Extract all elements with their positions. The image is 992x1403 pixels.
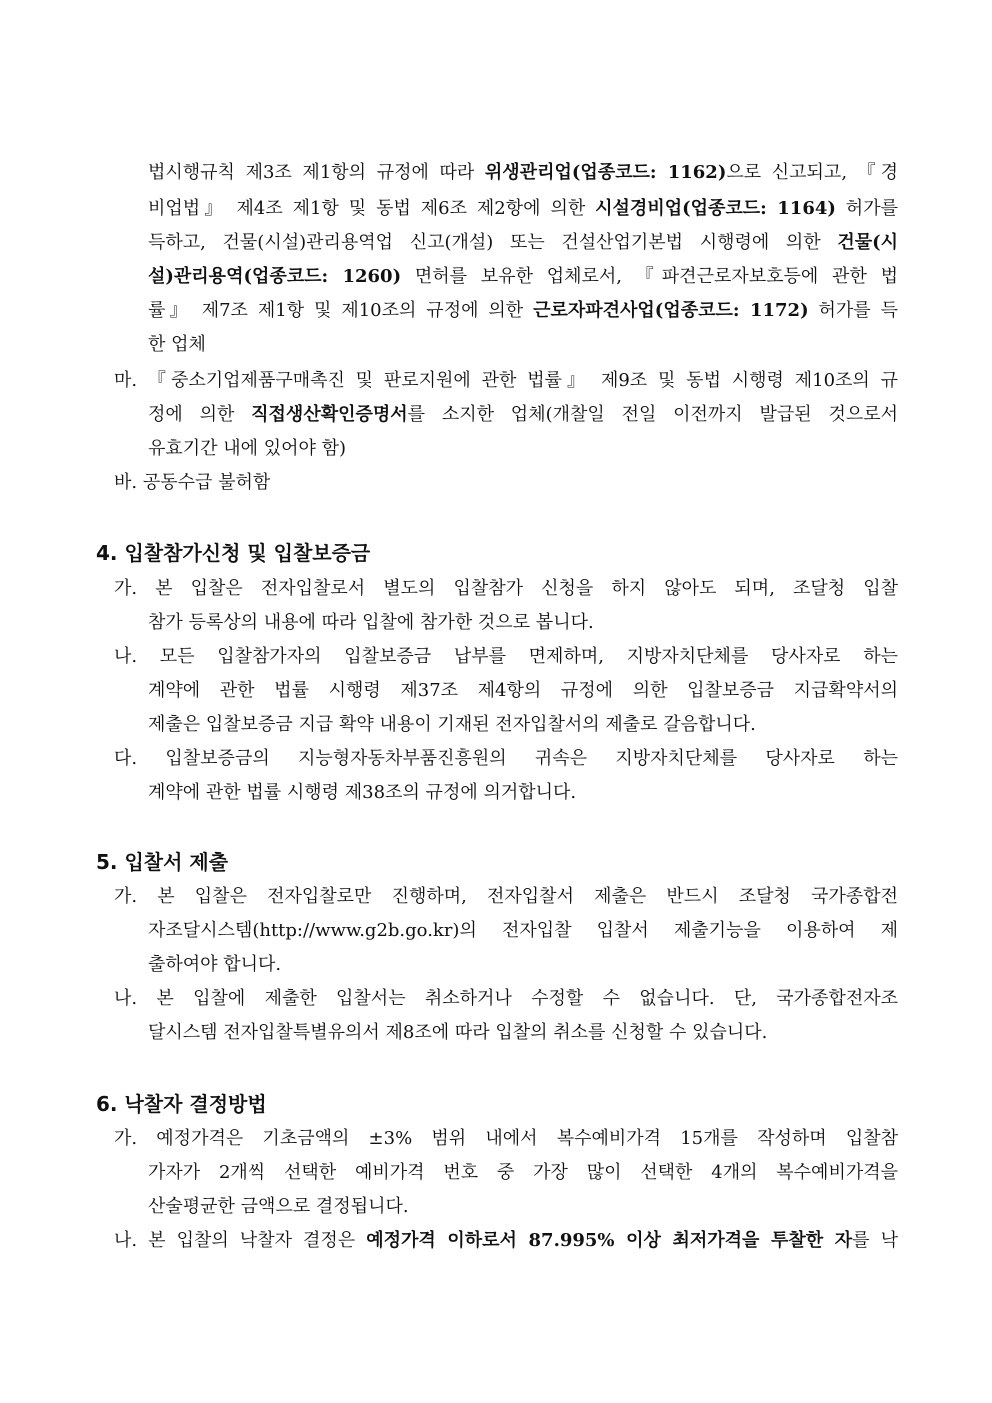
s5-na-line-2: 달시스템 전자입찰특별유의서 제8조에 따라 입찰의 취소를 신청할 수 있습니다. [148,1022,768,1043]
s4-da-line-1: 다. 입찰보증금의 지능형자동차부품진흥원의 귀속은 지방자치단체를 당사자로 하는 [114,748,898,769]
s6-na-line-1: 나. 본 입찰의 낙찰자 결정은 예정가격 이하로서 87.995% 이상 최저가격을 투찰한 자를 낙 [114,1230,898,1251]
s4-ga-line-2: 참가 등록상의 내용에 따라 입찰에 참가한 것으로 봅니다. [148,612,594,633]
prev-item-line-3: 득하고, 건물(시설)관리용역업 신고(개설) 또는 건설산업기본법 시행령에 의한 건물(시 [148,232,898,253]
s6-ga-line-2: 가자가 2개씩 선택한 예비가격 번호 중 가장 많이 선택한 4개의 복수예비가격을 [148,1162,898,1183]
prev-item-line-5: 률』 제7조 제1항 및 제10조의 규정에 의한 근로자파견사업(업종코드: 1172) 허가를 득 [148,300,899,321]
item-ma-line-2: 정에 의한 직접생산확인증명서를 소지한 업체(개찰일 전일 이전까지 발급된 것으로서 [148,404,898,425]
s4-da-line-2: 계약에 관한 법률 시행령 제38조의 규정에 의거합니다. [148,782,577,803]
s5-na-line-1: 나. 본 입찰에 제출한 입찰서는 취소하거나 수정할 수 없습니다. 단, 국가종합전자조 [114,988,898,1009]
s5-ga-line-2: 자조달시스템(http://www.g2b.go.kr)의 전자입찰 입찰서 제출기능을 이용하여 제 [148,920,898,941]
section-6-title: 6. 낙찰자 결정방법 [96,1092,267,1116]
s4-ga-line-1: 가. 본 입찰은 전자입찰로서 별도의 입찰참가 신청을 하지 않아도 되며, 조달청 입찰 [114,578,898,599]
item-ba: 바. 공동수급 불허함 [114,472,271,493]
prev-item-line-1: 법시행규칙 제3조 제1항의 규정에 따라 위생관리업(업종코드: 1162)으로 신고되고, 『경 [148,162,898,183]
item-ma-line-1: 마. 『중소기업제품구매촉진 및 판로지원에 관한 법률』 제9조 및 동법 시행령 제10조의 규 [114,370,898,391]
s5-ga-line-3: 출하여야 합니다. [148,954,282,975]
prev-item-line-4: 설)관리용역(업종코드: 1260) 면허를 보유한 업체로서, 『파견근로자보호등에 관한 법 [148,266,898,287]
section-5-title: 5. 입찰서 제출 [96,850,229,874]
item-ma-line-3: 유효기간 내에 있어야 함) [148,438,347,459]
prev-item-line-6: 한 업체 [148,334,206,355]
s4-na-line-1: 나. 모든 입찰참가자의 입찰보증금 납부를 면제하며, 지방자치단체를 당사자로 하는 [114,646,898,667]
section-4-title: 4. 입찰참가신청 및 입찰보증금 [96,541,371,565]
s4-na-line-3: 제출은 입찰보증금 지급 확약 내용이 기재된 전자입찰서의 제출로 갈음합니다. [148,714,756,735]
s6-ga-line-1: 가. 예정가격은 기초금액의 ±3% 범위 내에서 복수예비가격 15개를 작성하며 입찰참 [114,1128,898,1149]
s6-ga-line-3: 산술평균한 금액으로 결정됩니다. [148,1196,409,1217]
prev-item-line-2: 비업법』 제4조 제1항 및 동법 제6조 제2항에 의한 시설경비업(업종코드: 1164) 허가를 [148,198,898,219]
s4-na-line-2: 계약에 관한 법률 시행령 제37조 제4항의 규정에 의한 입찰보증금 지급확약서의 [148,680,898,701]
s5-ga-line-1: 가. 본 입찰은 전자입찰로만 진행하며, 전자입찰서 제출은 반드시 조달청 국가종합전 [114,886,898,907]
